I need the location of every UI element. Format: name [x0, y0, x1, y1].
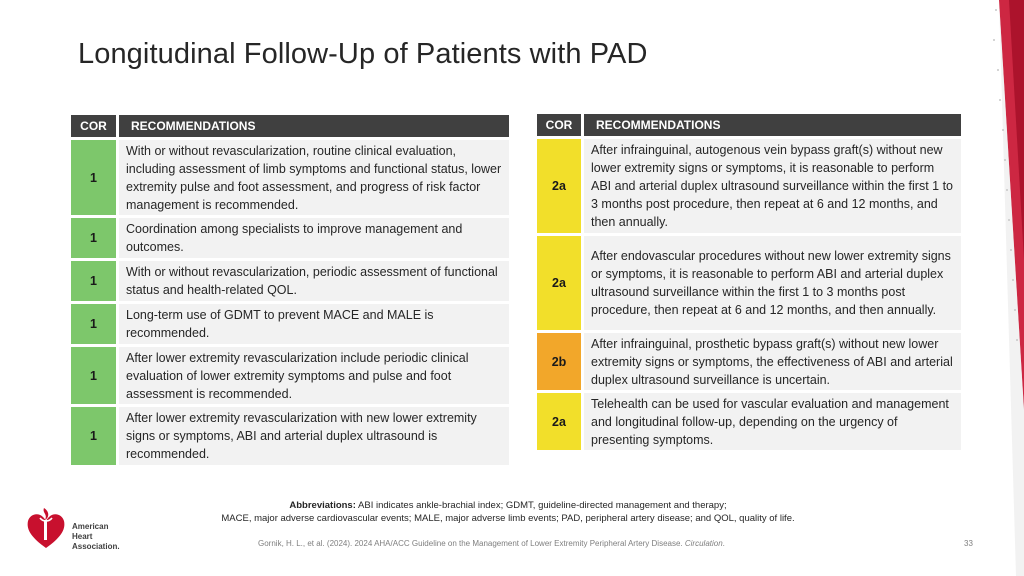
- cor-cell: 1: [71, 261, 116, 301]
- right-recommendations-table: [537, 114, 961, 450]
- table-row: [71, 261, 509, 301]
- logo-line-1: American: [72, 522, 109, 531]
- cor-column-header: COR: [537, 114, 581, 136]
- citation-text: Gornik, H. L., et al. (2024). 2024 AHA/ACC Guideline on the Management of Lower Extremity Peripheral Artery Disease.: [258, 539, 685, 548]
- cor-cell: 1: [71, 304, 116, 344]
- cor-cell: 1: [71, 407, 116, 465]
- recommendation-cell: With or without revascularization, periodic assessment of functional status and health-related QOL.: [119, 261, 509, 301]
- table-row: [71, 407, 509, 465]
- table-row: [71, 304, 509, 344]
- cor-cell: 1: [71, 347, 116, 404]
- logo-wordmark: [72, 522, 120, 552]
- table-header: [71, 115, 509, 137]
- table-row: [537, 139, 961, 233]
- table-row: [537, 333, 961, 390]
- logo-line-2: Heart: [72, 532, 93, 541]
- recommendations-column-header: RECOMMENDATIONS: [119, 115, 509, 137]
- left-recommendations-table: [71, 115, 509, 465]
- recommendations-column-header: RECOMMENDATIONS: [584, 114, 961, 136]
- logo-line-3: Association.: [72, 542, 120, 551]
- page-title: Longitudinal Follow-Up of Patients with PAD: [78, 38, 648, 70]
- recommendation-cell: After lower extremity revascularization with new lower extremity signs or symptoms, ABI and arterial duplex ultrasound is recommended.: [119, 407, 509, 465]
- cor-cell: 2a: [537, 236, 581, 330]
- table-row: [71, 140, 509, 215]
- cor-cell: 1: [71, 218, 116, 258]
- recommendation-cell: With or without revascularization, routine clinical evaluation, including assessment of limb symptoms and functional status, lower extremity pulse and foot assessment, and progress of risk factor management is recommended.: [119, 140, 509, 215]
- table-row: [537, 236, 961, 330]
- recommendation-cell: Long-term use of GDMT to prevent MACE and MALE is recommended.: [119, 304, 509, 344]
- abbreviations-line-1: ABI indicates ankle-brachial index; GDMT, guideline-directed management and therapy;: [358, 500, 727, 511]
- recommendation-cell: After infrainguinal, autogenous vein bypass graft(s) without new lower extremity signs or symptoms, it is reasonable to perform ABI and arterial duplex ultrasound surveillance within the first 1 to 3 months post procedure, then repeat at 6 and 12 months, and then annually.: [584, 139, 961, 233]
- citation-end: .: [722, 539, 725, 548]
- recommendation-cell: Telehealth can be used for vascular evaluation and management and longitudinal follow-up, depending on the urgency of presenting symptoms.: [584, 393, 961, 450]
- table-header: [537, 114, 961, 136]
- table-row: [537, 393, 961, 450]
- abbreviations-label: Abbreviations:: [289, 500, 356, 511]
- cor-cell: 2b: [537, 333, 581, 390]
- page-number: 33: [964, 539, 973, 548]
- recommendation-cell: Coordination among specialists to improve management and outcomes.: [119, 218, 509, 258]
- citation: [258, 539, 725, 548]
- recommendation-cell: After infrainguinal, prosthetic bypass graft(s) without new lower extremity signs or symptoms, the effectiveness of ABI and arterial duplex ultrasound surveillance is uncertain.: [584, 333, 961, 390]
- cor-column-header: COR: [71, 115, 116, 137]
- abbreviations-line-2: MACE, major adverse cardiovascular events; MALE, major adverse limb events; PAD, peripheral artery disease; and QOL, quality of life.: [221, 513, 795, 524]
- cor-cell: 2a: [537, 139, 581, 233]
- cor-cell: 1: [71, 140, 116, 215]
- table-row: [71, 347, 509, 404]
- table-row: [71, 218, 509, 258]
- abbreviations-note: [200, 499, 816, 525]
- recommendation-cell: After endovascular procedures without new lower extremity signs or symptoms, it is reasonable to perform ABI and arterial duplex ultrasound surveillance within the first 1 to 3 months post procedure, then repeat at 6 and 12 months, and then annually.: [584, 236, 961, 330]
- citation-journal: Circulation: [684, 539, 723, 548]
- recommendation-cell: After lower extremity revascularization include periodic clinical evaluation of lower extremity symptoms and pulse and foot assessment is recommended.: [119, 347, 509, 404]
- cor-cell: 2a: [537, 393, 581, 450]
